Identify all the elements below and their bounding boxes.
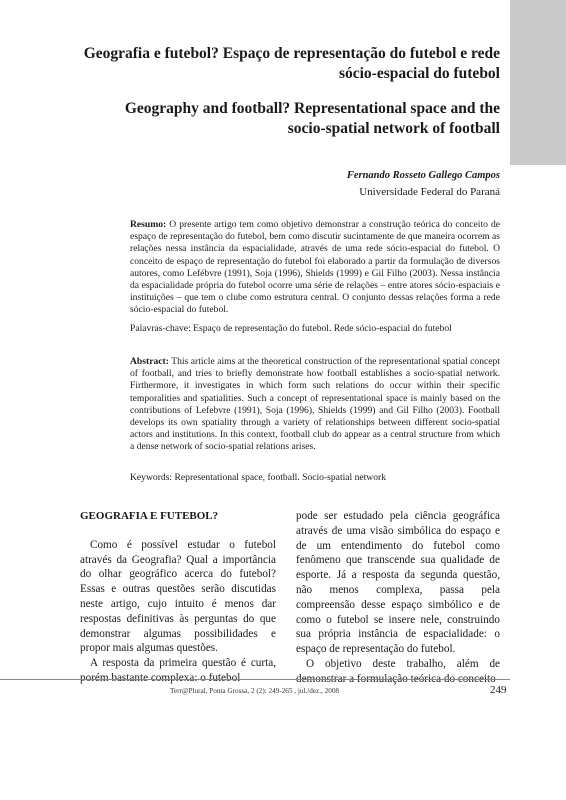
title-pt-line-2: sócio-espacial do futebol [338,65,500,82]
keywords: Keywords: Representational space, football. Socio-spatial network [130,472,387,483]
section-heading: GEOGRAFIA E FUTEBOL? [80,510,219,522]
abstract-text: This article aims at the theoretical construction of the representational spatial concept of football, and tries to briefly demonstrate how football establishes a socio-spatial network. Firthermore, it investigates in which form such relations do occur within their specific temporalities and spatialities. Such a concept of representational space is mainly based on the contributions of Lefebvre (1991), Soja (1996), Shields (1999) and Gil Filho (2003). Football develops its own spatiality through a variety of relationships between different socio-spatial actors and institutions. In this context, football club do appear as a central structure from which a dense network of socio-spatial relations arises. [130,356,500,453]
title-en-line-1: Geography and football? Representational space and the [124,100,500,117]
resumo-block [130,219,500,317]
title-en-line-2: socio-spatial network of football [287,120,500,137]
resumo-text: O presente artigo tem como objetivo demonstrar a construção teórica do conceito de espaço de representação do futebol, bem como discutir sucintamente de que maneira ocorrem as relações nessa instância da espacialidade, através de uma rede sócio-espacial do futebol. O conceito de espaço de representação do futebol foi elaborado a partir da formulação de diversos autores, como Lefébvre (1991), Soja (1996), Shields (1999) e Gil Filho (2003). Nessa instância da espacialidade própria do futebol ocorre uma série de relações – entre atores sócio-espaciais e instituições – que tem o clube como estrutura central. O conjunto dessas relações forma a rede sócio-espacial do futebol. [130,219,500,316]
title-english [40,99,500,139]
page-number: 249 [490,684,507,696]
body-column-left [80,509,276,686]
footer-rule [0,679,510,680]
palavras-chave: Palavras-chave: Espaço de representação do futebol. Rede sócio-espacial do futebol [130,323,452,334]
body-paragraph: A resposta da primeira questão é curta, porém bastante complexa: o futebol [80,657,276,684]
author-affiliation: Universidade Federal do Paraná [359,186,500,198]
author-name: Fernando Rosseto Gallego Campos [346,170,500,181]
body-paragraph: Como é possível estudar o futebol através da Geografia? Qual a importância do olhar geográfico acerca do futebol? Essas e outras questões serão discutidas neste artigo, cujo intuito é menos dar respostas definitivas às perguntas do que demonstrar algumas possibilidades e propor mais algumas questões. [80,538,276,655]
resumo-label: Resumo: [130,219,167,230]
abstract-block [130,356,500,454]
abstract-label: Abstract: [130,356,169,367]
title-pt-line-1: Geografia e futebol? Espaço de representação do futebol e rede [83,45,500,62]
gray-side-tab [510,0,566,165]
title-portuguese [40,44,500,84]
footer-citation: Terr@Plural, Ponta Grossa, 2 (2): 249-265 , jul./dez., 2008 [170,687,340,695]
body-column-right [296,509,500,687]
body-paragraph: pode ser estudado pela ciência geográfica através de uma visão simbólica do espaço e de um entendimento do futebol como fenômeno que transcende sua qualidade de esporte. Já a resposta da segunda questão, não menos complexa, passa pela compreensão desse espaço simbólico e de como o futebol se insere nele, construindo sua própria instância de espacialidade: o espaço de representação do futebol. [296,510,500,656]
body-paragraph: O objetivo deste trabalho, além de demonstrar a formulação teórica do conceito [296,657,500,685]
